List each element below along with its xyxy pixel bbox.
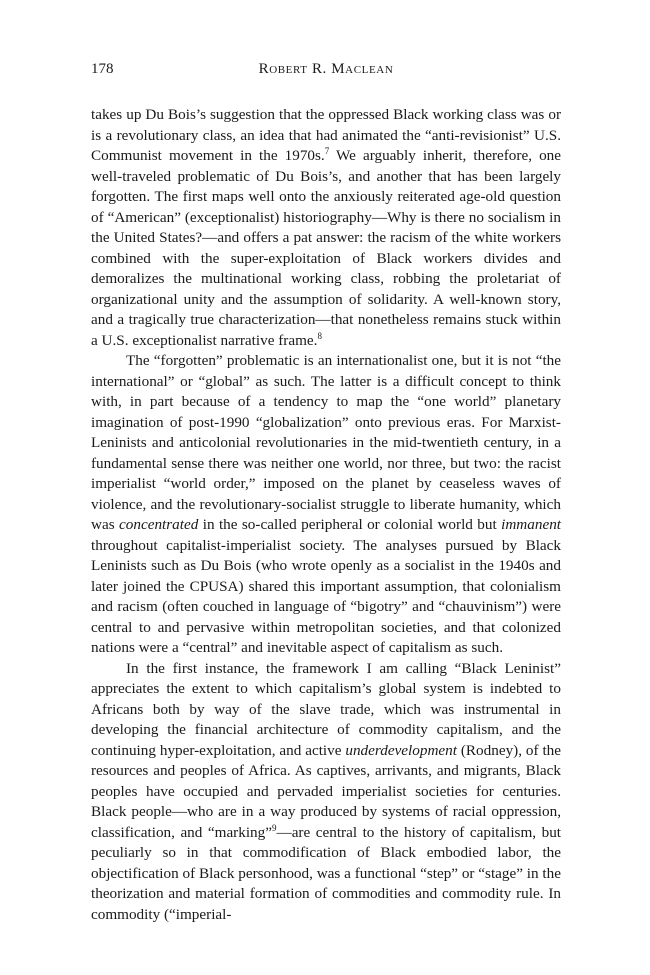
paragraph (91, 351, 561, 659)
text-run: The “forgotten” problematic is an internationalist one, but it is not “the international” or “global” as such. The latter is a difficult concept to think with, in part because of a tendency to map the “one world” planetary imagination of post-1990 “globalization” onto previous eras. For Marxist-Leninists and anticolonial revolutionaries in the mid-twentieth century, in a fundamental sense there was neither one world, nor three, but two: the racist imperialist “world order,” imposed on the planet by ceaseless waves of violence, and the revolutionary-socialist struggle to liberate humanity, which was (91, 352, 561, 533)
text-run: We arguably inherit, therefore, one well-traveled problematic of Du Bois’s, and another that has been largely forgotten. The first maps well onto the anxiously reiterated age-old question of “American” (exceptionalist) historiography—Why is there no socialism in the United States?—and offers a pat answer: the racism of the white workers combined with the super-exploitation of Black workers divides and demoralizes the multinational working class, robbing the proletariat of organizational unity and the assumption of solidarity. A well-known story, and a tragically true characterization—that nonetheless remains stuck within a U.S. exceptionalist narrative frame. (91, 147, 561, 349)
footnote-marker: 9 (272, 822, 277, 833)
text-run: throughout capitalist-imperialist society. The analyses pursued by Black Leninists such as Du Bois (who wrote openly as a socialist in the 1940s and later joined the CPUSA) shared this important assumption, that colonialism and racism (often couched in language of “bigotry” and “chauvinism”) were central to and pervasive within metropolitan societies, and that colonized nations were a “central” and inevitable aspect of capitalism as such. (91, 536, 561, 656)
text-run: in the so-called peripheral or colonial world but (198, 516, 502, 533)
emphasized-text: immanent (501, 516, 562, 533)
emphasized-text: underdevelopment (345, 741, 457, 759)
book-page (91, 57, 561, 925)
page-number: 178 (91, 61, 114, 77)
paragraph (91, 659, 561, 926)
running-title: Robert R. Maclean (258, 61, 394, 77)
body-text (91, 105, 561, 925)
footnote-marker: 7 (324, 145, 330, 156)
text-run: takes up Du Bois’s suggestion that the oppressed Black working class was or is a revolutionary class, an idea that had animated the “anti-revisionist” U.S. Communist movement in the 1970s. (91, 106, 561, 164)
paragraph (91, 105, 561, 351)
footnote-marker: 8 (317, 330, 322, 341)
emphasized-text: concentrated (119, 516, 199, 533)
text-run: In the first instance, the framework I am calling “Black Leninist” appreciates the extent to which capitalism’s global system is indebted to Africans both by way of the slave trade, which was instrumental in developing the financial architecture of commodity capitalism, and the continuing hyper-exploitation, and active (91, 659, 561, 759)
text-run: (Rodney), of the resources and peoples of Africa. As captives, arrivants, and migrants, Black peoples have occupied and pervaded imperialist societies for centuries. Black people—who are in a way produced by systems of racial oppression, classification, and “marking” (91, 741, 561, 841)
running-head (91, 57, 561, 81)
text-run: —are central to the history of capitalism, but peculiarly so in that commodification of Black embodied labor, the objectification of Black personhood, was a functional “step” or “stage” in the theorization and material formation of commodities and commodity rule. In commodity (“imperial- (91, 823, 562, 923)
